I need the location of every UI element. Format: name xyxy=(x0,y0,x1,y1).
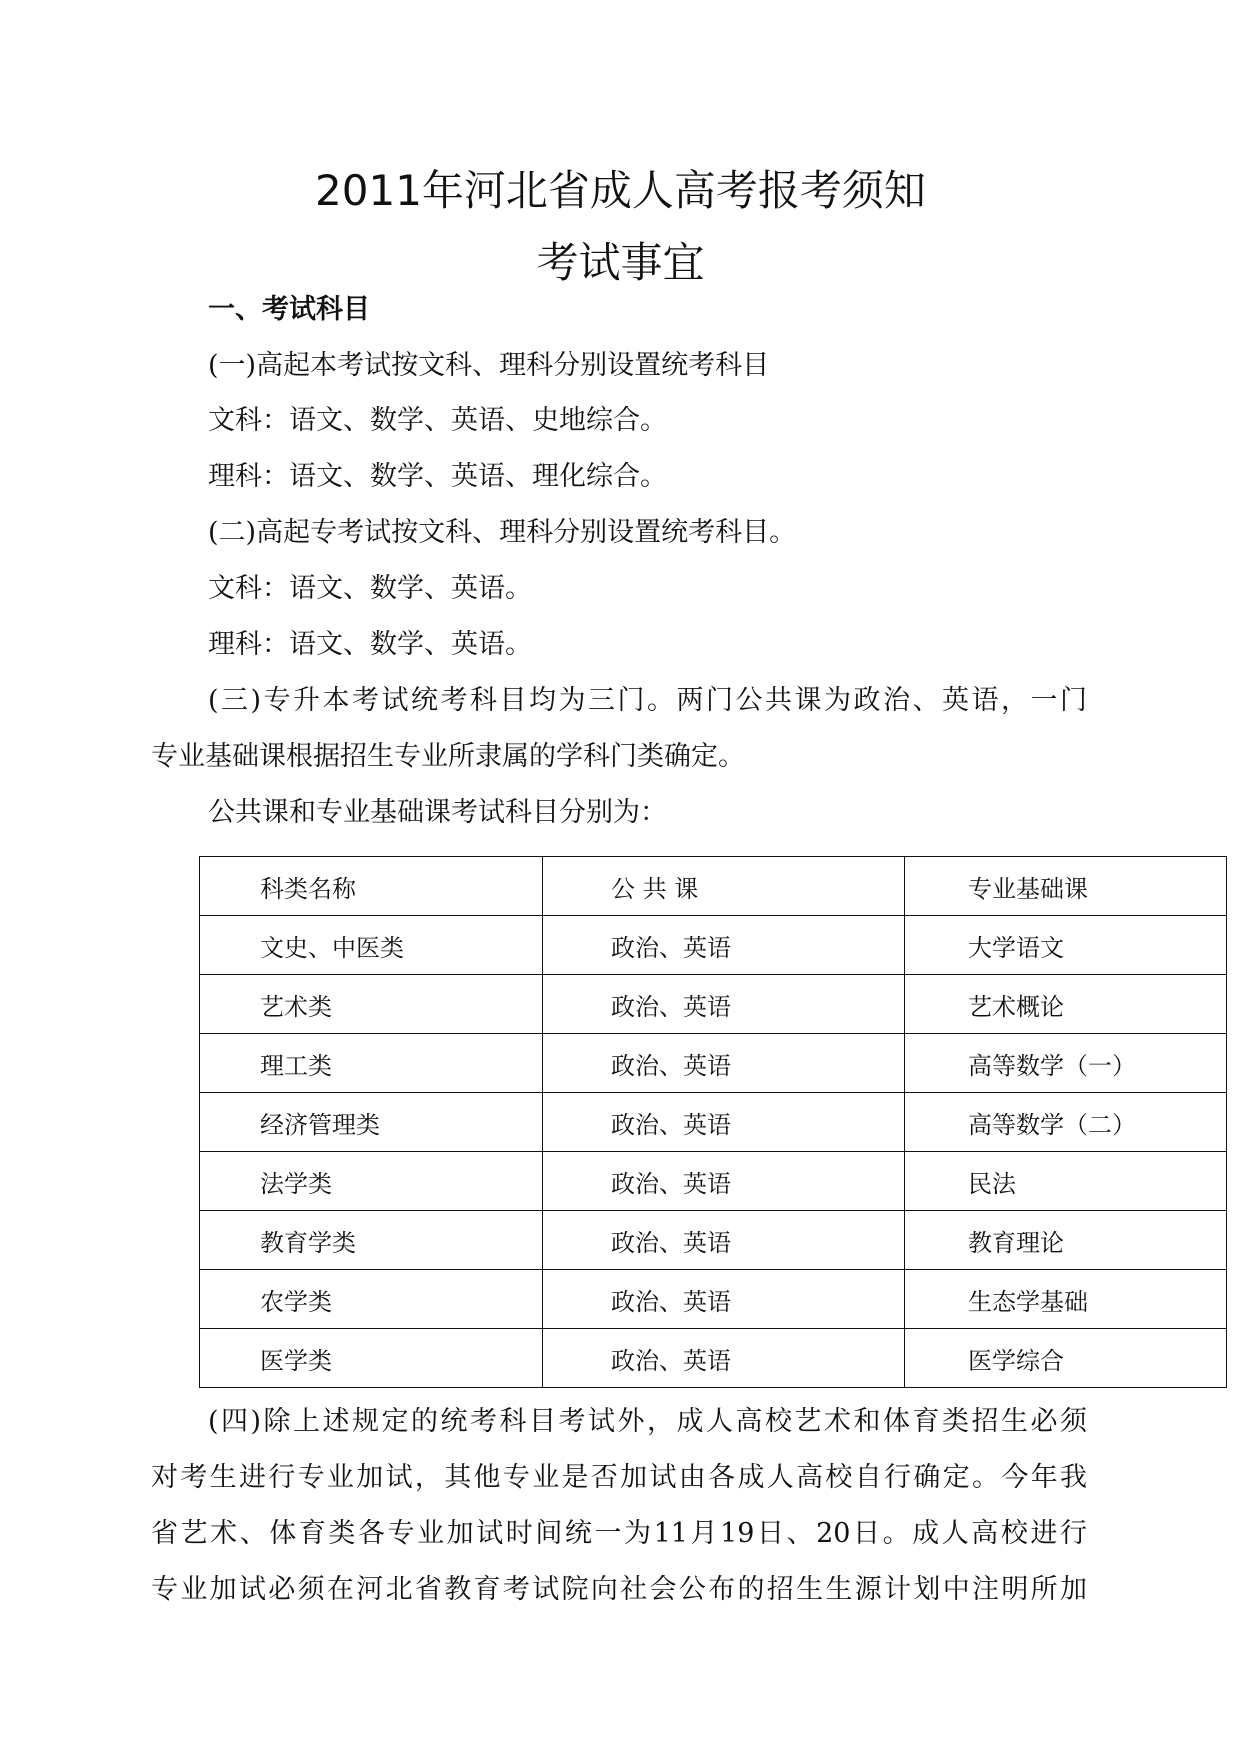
table-cell: 政治、英语 xyxy=(543,1034,905,1093)
table-row xyxy=(200,1329,1227,1388)
table-cell: 艺术类 xyxy=(200,975,543,1034)
paragraph: (三)专升本考试统考科目均为三门。两门公共课为政治、英语，一门 xyxy=(208,685,1087,716)
table-cell: 政治、英语 xyxy=(543,1152,905,1211)
paragraph: 省艺术、体育类各专业加试时间统一为11月19日、20日。成人高校进行 xyxy=(151,1518,1087,1549)
subjects-table-body xyxy=(200,857,1227,1388)
table-cell: 教育理论 xyxy=(905,1211,1227,1270)
table-cell: 政治、英语 xyxy=(543,1329,905,1388)
table-header-row xyxy=(200,857,1227,916)
section-heading: 一、考试科目 xyxy=(208,294,370,325)
table-cell: 医学综合 xyxy=(905,1329,1227,1388)
table-row xyxy=(200,1211,1227,1270)
table-cell: 政治、英语 xyxy=(543,1270,905,1329)
table-row xyxy=(200,1034,1227,1093)
paragraph: (一)高起本考试按文科、理科分别设置统考科目 xyxy=(208,350,770,381)
paragraph: (二)高起专考试按文科、理科分别设置统考科目。 xyxy=(208,517,797,548)
subjects-table xyxy=(199,856,1227,1388)
table-cell: 高等数学（一） xyxy=(905,1034,1227,1093)
table-header-cell: 科类名称 xyxy=(200,857,543,916)
table-row xyxy=(200,1152,1227,1211)
paragraph: 文科：语文、数学、英语。 xyxy=(208,573,532,604)
table-cell: 法学类 xyxy=(200,1152,543,1211)
table-cell: 生态学基础 xyxy=(905,1270,1227,1329)
paragraph: 对考生进行专业加试，其他专业是否加试由各成人高校自行确定。今年我 xyxy=(151,1462,1087,1493)
table-cell: 政治、英语 xyxy=(543,916,905,975)
table-row xyxy=(200,1270,1227,1329)
table-cell: 政治、英语 xyxy=(543,1211,905,1270)
table-cell: 理工类 xyxy=(200,1034,543,1093)
paragraph: 公共课和专业基础课考试科目分别为： xyxy=(208,797,667,828)
table-cell: 经济管理类 xyxy=(200,1093,543,1152)
table-header-cell: 专业基础课 xyxy=(905,857,1227,916)
table-cell: 艺术概论 xyxy=(905,975,1227,1034)
table-cell: 大学语文 xyxy=(905,916,1227,975)
document-title: 2011年河北省成人高考报考须知 xyxy=(315,166,926,215)
table-cell: 政治、英语 xyxy=(543,975,905,1034)
paragraph: (四)除上述规定的统考科目考试外，成人高校艺术和体育类招生必须 xyxy=(208,1406,1087,1437)
table-cell: 农学类 xyxy=(200,1270,543,1329)
paragraph: 理科：语文、数学、英语。 xyxy=(208,629,532,660)
document-subtitle: 考试事宜 xyxy=(536,238,705,287)
paragraph: 专业基础课根据招生专业所隶属的学科门类确定。 xyxy=(151,741,745,772)
paragraph: 理科：语文、数学、英语、理化综合。 xyxy=(208,461,667,492)
paragraph: 专业加试必须在河北省教育考试院向社会公布的招生生源计划中注明所加 xyxy=(151,1574,1087,1605)
table-cell: 文史、中医类 xyxy=(200,916,543,975)
table-row xyxy=(200,916,1227,975)
table-row xyxy=(200,975,1227,1034)
table-cell: 教育学类 xyxy=(200,1211,543,1270)
table-row xyxy=(200,1093,1227,1152)
table-cell: 医学类 xyxy=(200,1329,543,1388)
table-header-cell: 公 共 课 xyxy=(543,857,905,916)
table-cell: 政治、英语 xyxy=(543,1093,905,1152)
table-cell: 民法 xyxy=(905,1152,1227,1211)
table-cell: 高等数学（二） xyxy=(905,1093,1227,1152)
paragraph: 文科：语文、数学、英语、史地综合。 xyxy=(208,405,667,436)
